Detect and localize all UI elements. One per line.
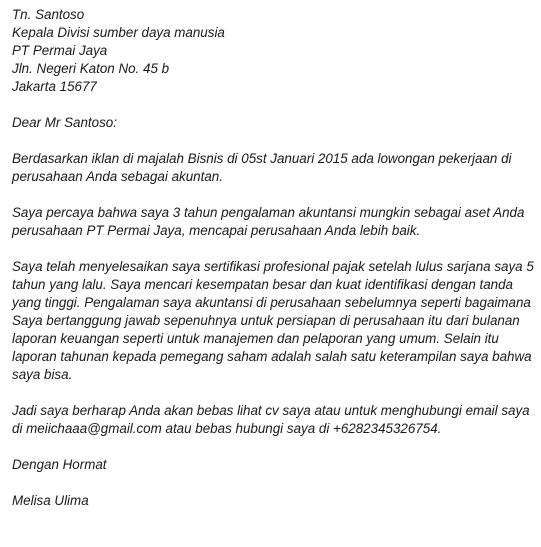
recipient-company: PT Permai Jaya: [12, 43, 108, 58]
paragraph-line: tahun yang lalu. Saya mencari kesempatan besar dan kuat identifikasi dengan tanda: [12, 277, 513, 292]
paragraph-line: yang tinggi. Pengalaman saya akuntansi di perusahaan sebelumnya seperti bagaimana: [12, 295, 531, 310]
paragraph-3: [12, 258, 536, 384]
recipient-block: [12, 6, 536, 96]
paragraph-line: saya bisa.: [12, 367, 73, 382]
paragraph-line: Saya bertanggung jawab sepenuhnya untuk persiapan di perusahaan itu dari bulanan: [12, 313, 520, 328]
paragraph-line: di meiichaaa@gmail.com atau bebas hubungi saya di +6282345326754.: [12, 421, 442, 436]
paragraph-line: laporan keuangan seperti untuk manajemen dan pelaporan yang umum. Selain itu: [12, 331, 499, 346]
paragraph-line: Berdasarkan iklan di majalah Bisnis di 05st Januari 2015 ada lowongan pekerjaan di: [12, 151, 512, 166]
paragraph-2: [12, 204, 536, 240]
closing: Dengan Hormat: [12, 457, 107, 472]
cover-letter: [12, 6, 536, 510]
paragraph-line: Saya percaya bahwa saya 3 tahun pengalaman akuntansi mungkin sebagai aset Anda: [12, 205, 525, 220]
recipient-position: Kepala Divisi sumber daya manusia: [12, 25, 225, 40]
paragraph-line: laporan tahunan kepada pemegang saham adalah salah satu keterampilan saya bahwa: [12, 349, 532, 364]
paragraph-line: perusahaan Anda sebagai akuntan.: [12, 169, 223, 184]
recipient-city: Jakarta 15677: [12, 79, 97, 94]
paragraph-1: [12, 150, 536, 186]
paragraph-4: [12, 402, 536, 438]
paragraph-line: Jadi saya berharap Anda akan bebas lihat cv saya atau untuk menghubungi email saya: [12, 403, 530, 418]
recipient-name: Tn. Santoso: [12, 7, 85, 22]
signature-name: Melisa Ulima: [12, 493, 89, 508]
paragraph-line: perusahaan PT Permai Jaya, mencapai perusahaan Anda lebih baik.: [12, 223, 421, 238]
recipient-street: Jln. Negeri Katon No. 45 b: [12, 61, 170, 76]
paragraph-line: Saya telah menyelesaikan saya sertifikasi profesional pajak setelah lulus sarjana saya 5: [12, 259, 534, 274]
salutation: Dear Mr Santoso:: [12, 115, 117, 130]
